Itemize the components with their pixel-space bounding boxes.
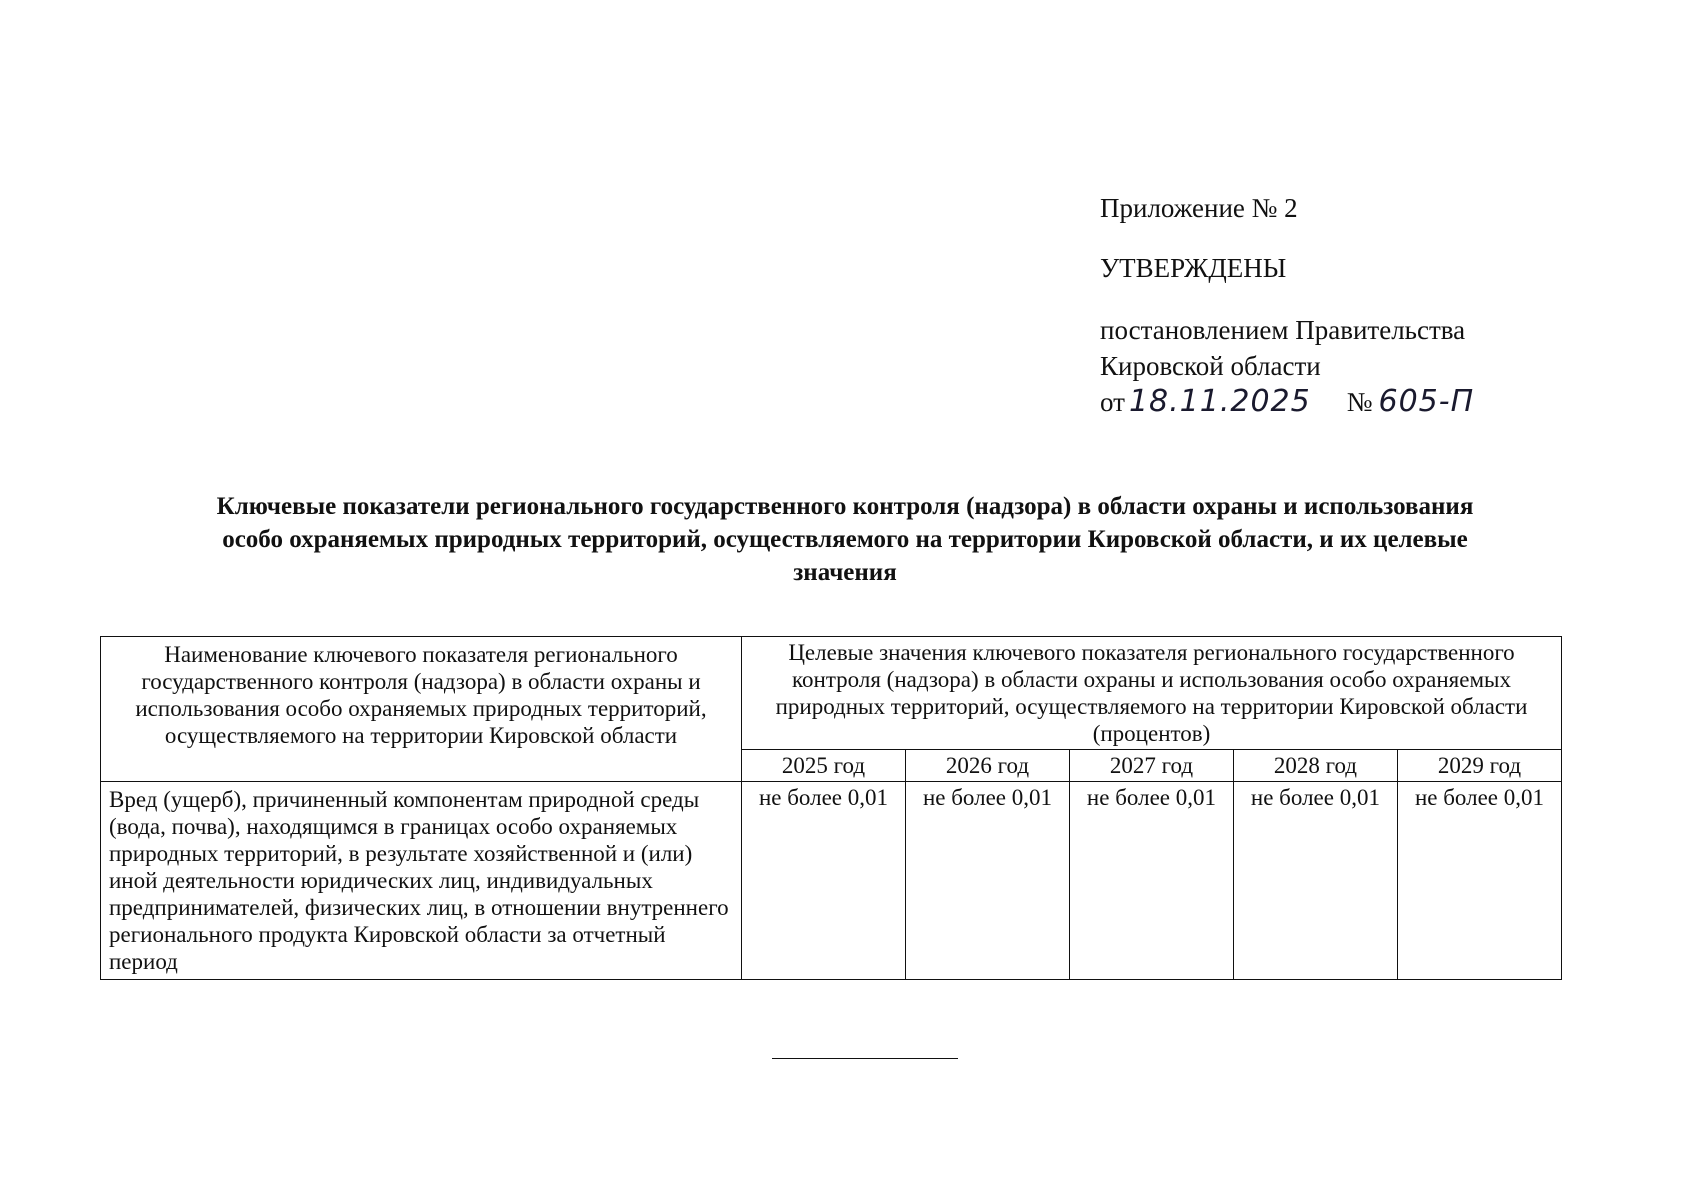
title-line-1: Ключевые показатели регионального государственного контроля (надзора) в области охраны и использования xyxy=(216,493,1474,520)
year-2028: 2028 год xyxy=(1233,750,1397,782)
decree-line-2: Кировской области xyxy=(1100,351,1321,381)
value-2029: не более 0,01 xyxy=(1397,782,1561,980)
indicator-name-cell: Вред (ущерб), причиненный компонентам природной среды (вода, почва), находящимся в границах особо охраняемых природных территорий, в результате хозяйственной и (или) иной деятельности юридических лиц, индивидуальных предпринимателей, физических лиц, в отношении внутреннего регионального продукта Кировской области за отчетный период xyxy=(101,782,742,980)
value-2027: не более 0,01 xyxy=(1069,782,1233,980)
year-2029: 2029 год xyxy=(1397,750,1561,782)
indicators-table xyxy=(100,636,1562,980)
approval-stamp xyxy=(1100,190,1474,420)
handwritten-number: 605-П xyxy=(1378,384,1475,419)
handwritten-date: 18.11.2025 xyxy=(1128,384,1311,419)
table-header-row xyxy=(101,637,1562,750)
end-divider xyxy=(772,1058,958,1059)
number-prefix: № xyxy=(1346,387,1373,417)
value-2028: не более 0,01 xyxy=(1233,782,1397,980)
header-indicator-name: Наименование ключевого показателя регионального государственного контроля (надзора) в области охраны и использования особо охраняемых природных территорий, осуществляемого на территории Кировской области xyxy=(101,637,742,782)
appendix-label: Приложение № 2 xyxy=(1100,193,1298,223)
year-2025: 2025 год xyxy=(742,750,906,782)
decree-date-number xyxy=(1100,384,1474,420)
date-prefix: от xyxy=(1100,387,1125,417)
year-2027: 2027 год xyxy=(1069,750,1233,782)
table-row xyxy=(101,782,1562,980)
year-2026: 2026 год xyxy=(905,750,1069,782)
value-2026: не более 0,01 xyxy=(905,782,1069,980)
decree-line-1: постановлением Правительства xyxy=(1100,315,1466,345)
title-line-2: особо охраняемых природных территорий, осуществляемого на территории Кировской области, и их целевые xyxy=(222,526,1468,553)
value-2025: не более 0,01 xyxy=(742,782,906,980)
title-line-3: значения xyxy=(793,559,897,586)
header-target-values: Целевые значения ключевого показателя регионального государственного контроля (надзора) в области охраны и использования особо охраняемых природных территорий, осуществляемого на территории Кировской области (процентов) xyxy=(742,637,1562,750)
approved-label: УТВЕРЖДЕНЫ xyxy=(1100,253,1287,283)
document-title xyxy=(90,490,1600,589)
